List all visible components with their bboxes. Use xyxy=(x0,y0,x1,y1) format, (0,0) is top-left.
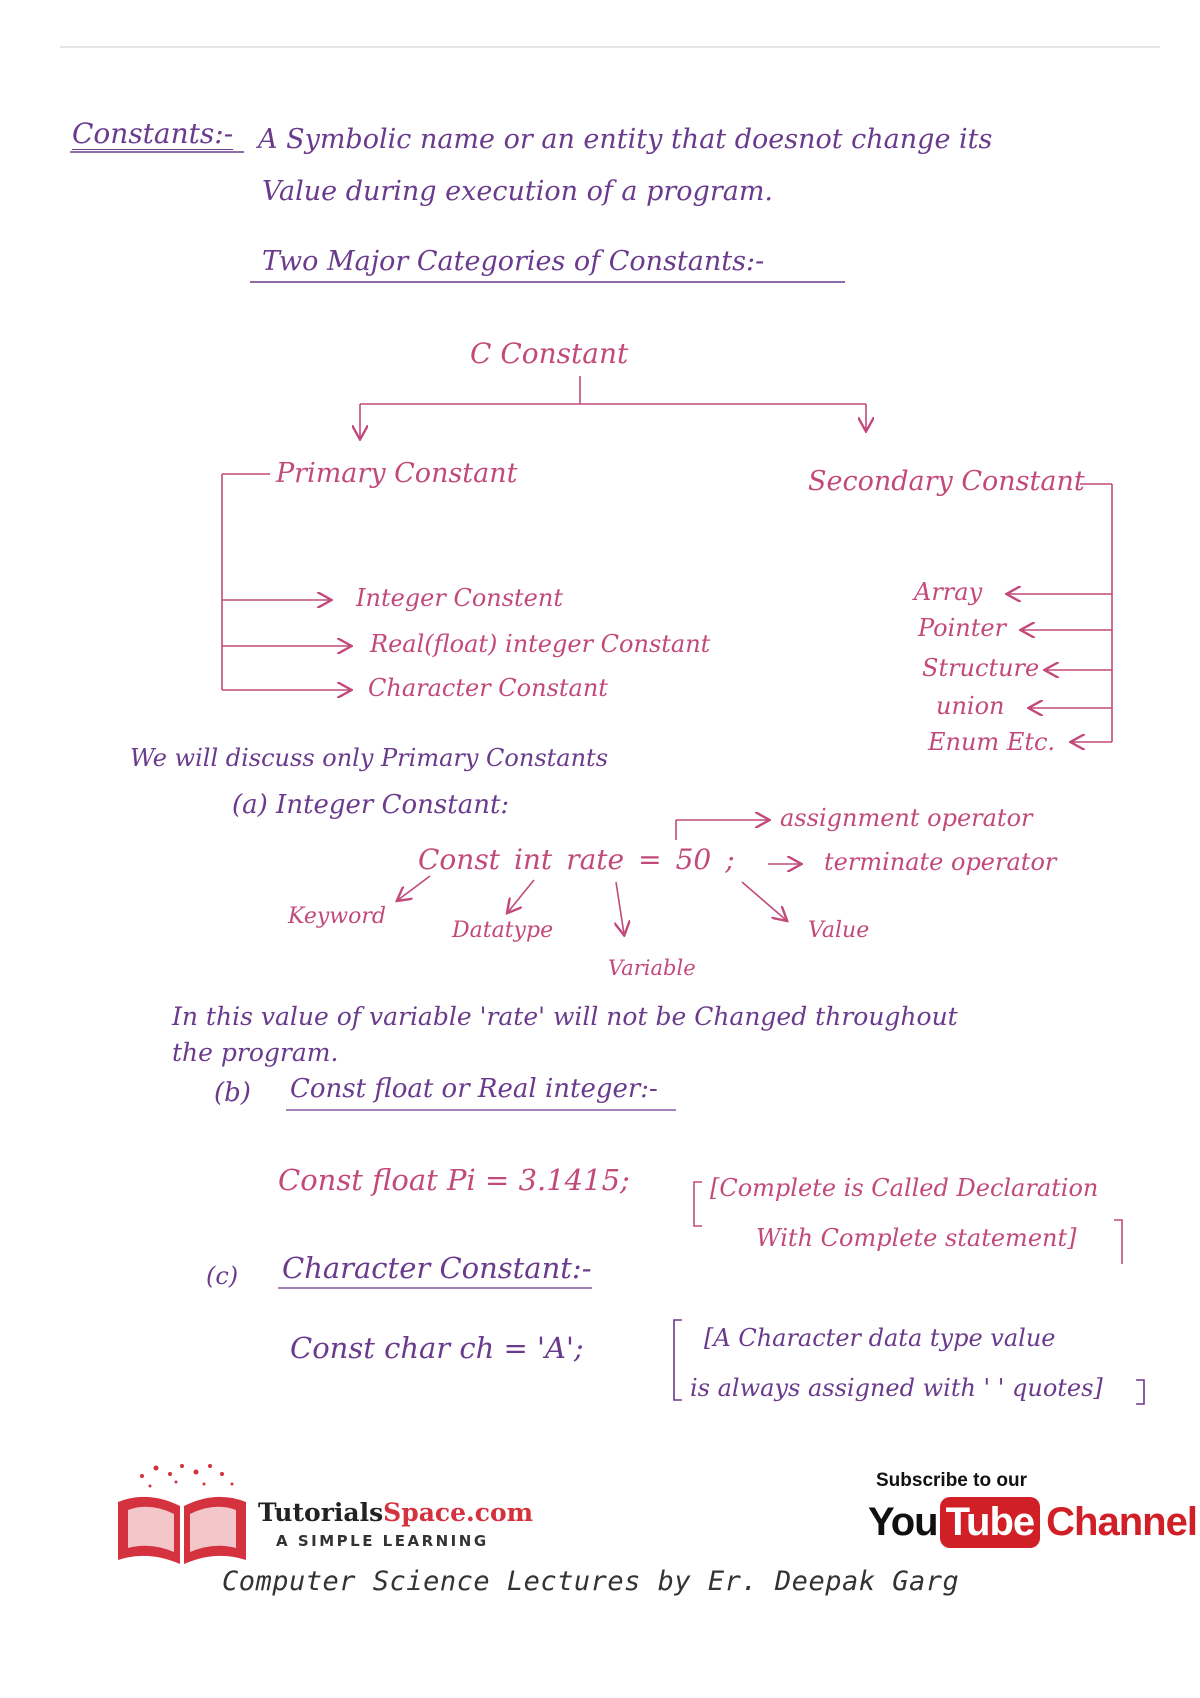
label-variable: Variable xyxy=(608,956,696,980)
section-b-note-line-1: [Complete is Called Declaration xyxy=(710,1174,1099,1202)
section-a-title: (a) Integer Constant: xyxy=(232,790,510,820)
section-a-note-line-2: the program. xyxy=(172,1038,339,1067)
section-b-title: Const float or Real integer:- xyxy=(290,1074,658,1104)
code-token-value: 50 xyxy=(675,843,712,876)
label-value: Value xyxy=(808,918,870,943)
section-c-note-line-2: is always assigned with ' ' quotes] xyxy=(690,1374,1103,1402)
youtube-channel-link[interactable] xyxy=(868,1494,1197,1550)
definition-line-2: Value during execution of a program. xyxy=(262,176,774,207)
code-token-equals: = xyxy=(638,843,662,876)
code-token-rate: rate xyxy=(566,843,625,876)
definition-line-1: A Symbolic name or an entity that doesnot change its xyxy=(258,124,993,155)
brand-name-part-2: Space.com xyxy=(383,1498,534,1527)
section-a-note-line-1: In this value of variable 'rate' will not be Changed throughout xyxy=(172,1002,958,1031)
tree-secondary: Secondary Constant xyxy=(808,466,1085,497)
categories-title: Two Major Categories of Constants:- xyxy=(262,246,765,277)
section-b-marker: (b) xyxy=(214,1078,251,1108)
section-c-title: Character Constant:- xyxy=(282,1251,592,1285)
tree-root: C Constant xyxy=(470,337,629,370)
section-c-note-line-1: [A Character data type value xyxy=(704,1324,1056,1352)
youtube-channel-text: Channel xyxy=(1046,1499,1197,1544)
tree-primary: Primary Constant xyxy=(276,458,518,489)
discuss-note: We will discuss only Primary Constants xyxy=(130,744,609,772)
label-datatype: Datatype xyxy=(452,918,554,943)
secondary-item-structure: Structure xyxy=(922,654,1040,682)
subscribe-text: Subscribe to our xyxy=(876,1470,1027,1491)
brand-tagline: A SIMPLE LEARNING xyxy=(276,1532,489,1550)
code-token-semicolon: ; xyxy=(725,843,735,876)
primary-item-character: Character Constant xyxy=(368,674,608,702)
primary-item-real: Real(float) integer Constant xyxy=(370,630,711,658)
code-line-a xyxy=(418,843,735,876)
secondary-item-array: Array xyxy=(914,578,983,606)
section-c-code: Const char ch = 'A'; xyxy=(290,1331,584,1365)
section-c-marker: (c) xyxy=(206,1262,239,1290)
youtube-you: You xyxy=(868,1499,938,1544)
footer-credit: Computer Science Lectures by Er. Deepak Garg xyxy=(222,1566,960,1597)
brand-name[interactable] xyxy=(258,1498,533,1527)
code-token-const: Const xyxy=(418,843,500,876)
code-token-int: int xyxy=(513,843,553,876)
label-assignment: assignment operator xyxy=(780,804,1033,832)
label-terminate: terminate operator xyxy=(824,848,1057,876)
secondary-item-enum: Enum Etc. xyxy=(928,728,1056,756)
youtube-tube-logo: Tube xyxy=(940,1497,1041,1548)
section-b-code: Const float Pi = 3.1415; xyxy=(278,1163,630,1197)
section-b-note-line-2: With Complete statement] xyxy=(756,1224,1077,1252)
secondary-item-union: union xyxy=(936,692,1005,720)
heading-label: Constants:- xyxy=(72,117,234,150)
secondary-item-pointer: Pointer xyxy=(918,614,1007,642)
book-logo-icon xyxy=(112,1460,252,1570)
label-keyword: Keyword xyxy=(288,904,386,929)
primary-item-integer: Integer Constent xyxy=(356,584,563,612)
brand-name-part-1: Tutorials xyxy=(258,1498,384,1527)
